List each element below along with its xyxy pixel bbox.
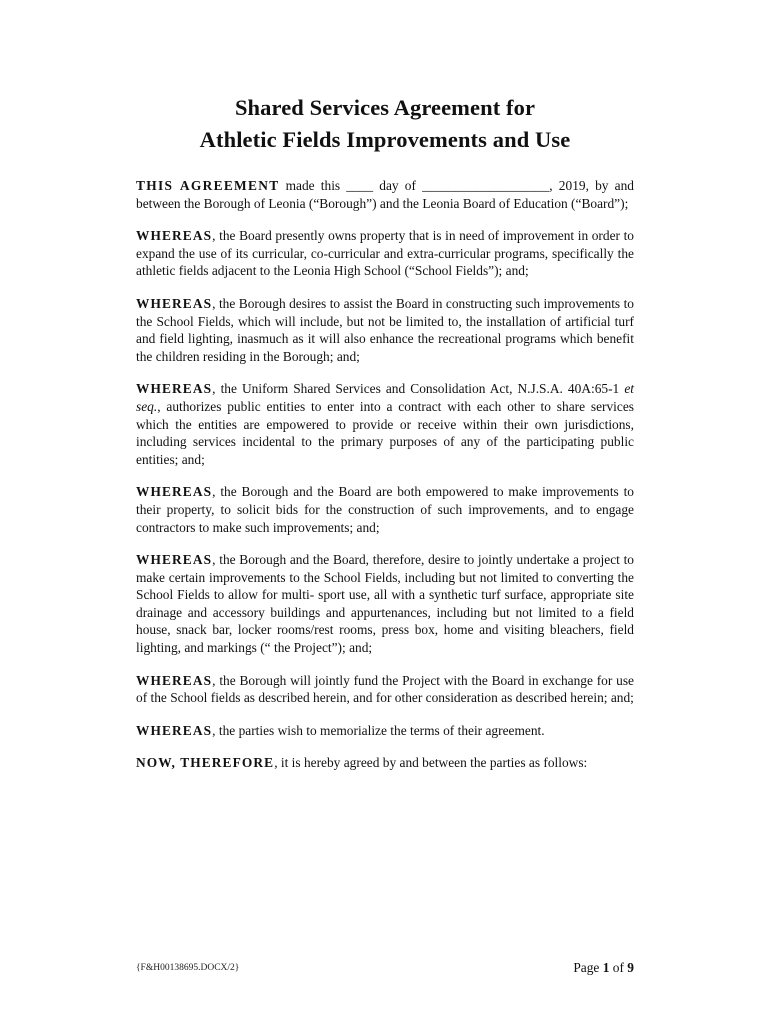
- footer-page-number: [573, 960, 634, 976]
- paragraph-lead: WHEREAS: [136, 228, 213, 244]
- paragraph-text: , the Borough and the Board are both empowered to make improvements to their property, to solicit bids for the construction of such improvements, and to engage contractors to make such improvements; and;: [136, 484, 634, 535]
- paragraph-now-therefore: [136, 754, 634, 772]
- page-current: 1: [602, 960, 610, 975]
- paragraph-lead: WHEREAS: [136, 381, 213, 397]
- page-total: 9: [627, 960, 634, 975]
- paragraph-whereas-fund: [136, 672, 634, 707]
- paragraph-whereas-memorialize: [136, 722, 634, 740]
- paragraph-lead: NOW, THEREFORE: [136, 755, 275, 771]
- paragraph-whereas-empowered: [136, 483, 634, 536]
- paragraph-text: , the Uniform Shared Services and Consolidation Act, N.J.S.A. 40A:65-1: [212, 381, 625, 397]
- paragraph-lead: WHEREAS: [136, 552, 213, 568]
- paragraph-lead: THIS AGREEMENT: [136, 178, 280, 193]
- paragraph-lead: WHEREAS: [136, 672, 213, 688]
- paragraph-text: , it is hereby agreed by and between the parties as follows:: [274, 755, 588, 771]
- paragraph-italic: et seq.: [136, 381, 634, 414]
- page-label: Page: [573, 960, 600, 975]
- title-line-1: Shared Services Agreement for: [234, 95, 536, 120]
- page-of: of: [612, 960, 624, 975]
- paragraph-lead: WHEREAS: [136, 295, 213, 311]
- paragraph-text: , the Borough desires to assist the Board in constructing such improvements to the School Fields, which will include, but not be limited to, the installation of artificial turf and field lighting, inasmuch as it will also enhance the recreational programs which benefit the children residing in the Borough; and;: [136, 295, 634, 364]
- paragraph-text: , the Borough will jointly fund the Project with the Board in exchange for use of the School fields as described herein, and for other consideration as described herein; and;: [136, 672, 634, 706]
- document-title: [100, 92, 670, 156]
- paragraph-lead: WHEREAS: [136, 722, 213, 738]
- footer-doc-code: {F&H00138695.DOCX/2}: [136, 963, 240, 973]
- document-body: [136, 177, 634, 787]
- paragraph-text: made this ____ day of ___________________, 2019, by and between the Borough of Leonia (“Borough”) and the Leonia Board of Education (“Board”);: [136, 178, 635, 211]
- paragraph-text: , the Borough and the Board, therefore, desire to jointly undertake a project to make certain improvements to the School Fields, including but not limited to converting the School Fields to allow for multi- sport use, all with a synthetic turf surface, appropriate site drainage and accessory buildings and appurtenances, including but not limited to a field house, snack bar, locker rooms/rest rooms, press box, home and visiting bleachers, field lighting, and markings (“ the Project”); and;: [136, 552, 634, 656]
- paragraph-whereas-assist: [136, 295, 634, 365]
- paragraph-text: , the Board presently owns property that is in need of improvement in order to expand the use of its curricular, co-curricular and extra-curricular programs, specifically the athletic fields adjacent to the Leonia High School (“School Fields”); and;: [136, 228, 634, 279]
- title-line-2: Athletic Fields Improvements and Use: [199, 127, 571, 152]
- paragraph-whereas-ownership: [136, 227, 634, 280]
- paragraph-whereas-act: [136, 380, 634, 468]
- paragraph-lead: WHEREAS: [136, 484, 213, 500]
- paragraph-text: , authorizes public entities to enter into a contract with each other to share services which the entities are empowered to provide or receive within their own jurisdictions, including services incidental to the primary purposes of any of the participating public entities; and;: [136, 398, 634, 467]
- paragraph-whereas-project: [136, 551, 634, 657]
- paragraph-agreement: [136, 177, 634, 212]
- paragraph-text: , the parties wish to memorialize the terms of their agreement.: [212, 722, 545, 738]
